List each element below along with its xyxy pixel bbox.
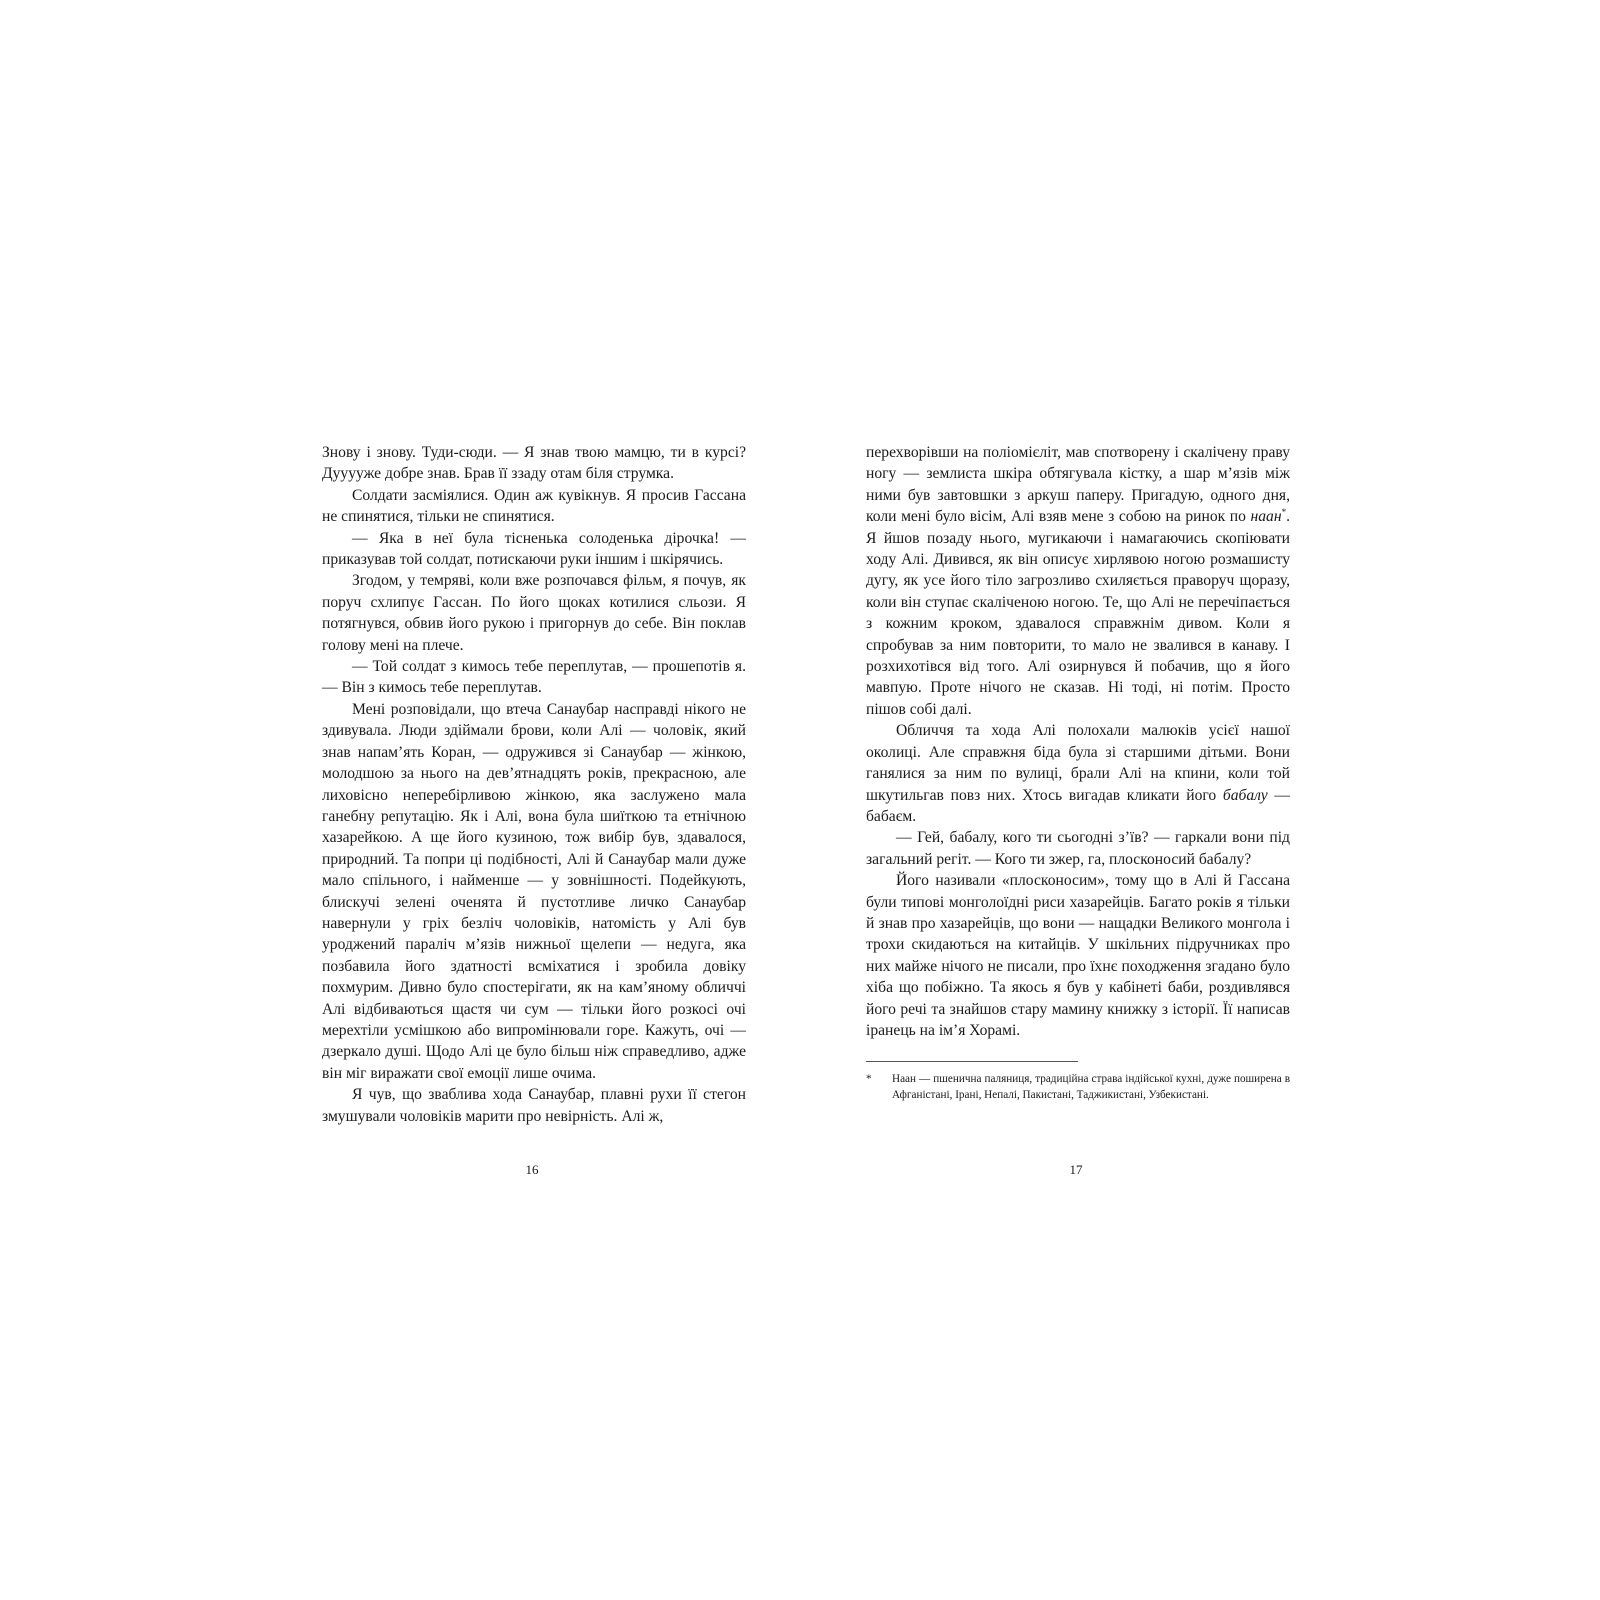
right-page-text	[866, 442, 1290, 1041]
paragraph: Я чув, що зваблива хода Санаубар, плавні рухи її стегон змушували чоловіків марити про невірність. Алі ж,	[322, 1086, 746, 1125]
paragraph-text: Його називали «плосконосим», тому що в Алі й Гассана були типові монголоїдні риси хазарейців. Багато років я тільки й знав про хазарейців, що вони — нащадки Великого монгола і трохи скидаються на китайців. У шкільних підручниках про них майже нічого не писали, про їхнє походження згадано було хіба що побіжно. Та якось я був у кабінеті баби, роздивлявся його речі та знайшов стару мамину книжку з історії. Її написав іранець на ім’я Хорамі.	[866, 872, 1290, 1039]
page-number-left: 16	[525, 1162, 539, 1177]
paragraph	[866, 720, 1290, 827]
italic-term: бабалу	[1222, 786, 1268, 804]
right-page	[866, 442, 1290, 1103]
paragraph: Знову і знову. Туди-сюди. — Я знав твою мамцю, ти в курсі? Дууууже добре знав. Брав її ззаду отам біля струмка.	[322, 444, 746, 483]
footnote-reference: *	[1281, 507, 1287, 518]
paragraph-text: Обличчя та хода Алі полохали малюків усієї нашої околиці. Але справжня біда була зі старшими дітьми. Вони ганялися за ним по вулиці, брали Алі на кпини, коли той шкутильгав повз них. Хтось вигадав кликати його	[866, 722, 1290, 804]
paragraph: Мені розповідали, що втеча Санаубар насправді нікого не здивувала. Люди здіймали брови, коли Алі — чоловік, який знав напам’ять Коран, — одружився зі Санаубар — жінкою, молодшою за нього на дев’ятнадцять років, прекрасною, але лиховісно неперебірливою жінкою, яка заслужено мала ганебну репутацію. Як і Алі, вона була шиїткою та етнічною хазарейкою. А ще його кузиною, тож вибір був, здавалося, природний. Та попри ці подібності, Алі й Санаубар мали дуже мало спільного, і найменше — у зовнішності. Подейкують, блискучі зелені оченята й пустотливе личко Санаубар навернули у гріх безліч чоловіків, натомість у Алі був уроджений параліч м’язів нижньої щелепи — недуга, яка позбавила його здатності всміхатися і зробила довіку похмурим. Дивно було спостерігати, як на кам’яному обличчі Алі відбиваються щастя чи сум — тільки його розкосі очі мерехтіли усмішкою або випромінювали горе. Кажуть, очі — дзеркало душі. Щодо Алі це було більш ніж справедливо, адже він міг виражати свої емоції лише очима.	[322, 700, 746, 1082]
left-page	[322, 442, 746, 1127]
paragraph-text: . Я йшов позаду нього, мугикаючи і намагаючись скопіювати ходу Алі. Дивився, як він описує хирлявою ногою розмашисту дугу, як усе його тіло загрозливо схиляється праворуч щоразу, коли він ступає скаліченою ногою. Те, що Алі не перечіпається з кожним кроком, здавалося справжнім дивом. Коли я спробував за ним повторити, то мало не звалився в канаву. І розхихотівся від того. Алі озирнувся й побачив, що я його мавпую. Проте нічого не сказав. Ні тоді, ні потім. Просто пішов собі далі.	[866, 508, 1290, 718]
paragraph-text: — бабаєм.	[866, 786, 1290, 825]
footnote-mark: *	[866, 1073, 872, 1086]
paragraph	[866, 870, 1290, 1041]
paragraph	[866, 442, 1290, 720]
footnote-divider	[866, 1061, 1078, 1062]
paragraph-text: — Гей, бабалу, кого ти сьогодні з’їв? — гаркали вони під загальний регіт. — Кого ти зжер, га, плосконосий бабалу?	[866, 829, 1290, 868]
paragraph: — Яка в неї була тісненька солоденька дірочка! — приказував той солдат, потискаючи руки іншим і шкірячись.	[322, 529, 746, 569]
paragraph: — Той солдат з кимось тебе переплутав, — прошепотів я. — Він з кимось тебе переплутав.	[322, 658, 746, 697]
page-number-right: 17	[1069, 1162, 1083, 1177]
italic-term: наан	[1250, 508, 1282, 526]
footnote	[866, 1072, 1290, 1102]
paragraph-text: перехворівши на поліомієліт, мав спотворену і скалічену праву ногу — землиста шкіра обтягувала кістку, а шар м’язів між ними був завтовшки з аркуш паперу. Пригадую, одного дня, коли мені було вісім, Алі взяв мене з собою на ринок по	[866, 444, 1290, 526]
footnote-text: Наан — пшенична паляниця, традиційна страва індійської кухні, дуже поширена в Афганістані, Ірані, Непалі, Пакистані, Таджикистані, Узбекистані.	[892, 1073, 1290, 1101]
paragraph: Згодом, у темряві, коли вже розпочався фільм, я почув, як поруч схлипує Гассан. По його щоках котилися сльози. Я потягнувся, обвив його рукою і пригорнув до себе. Він поклав голову мені на плече.	[322, 572, 746, 654]
paragraph	[866, 827, 1290, 870]
paragraph: Солдати засміялися. Один аж кувікнув. Я просив Гассана не спинятися, тільки не спинятися.	[322, 486, 746, 526]
left-page-text	[322, 442, 746, 1127]
